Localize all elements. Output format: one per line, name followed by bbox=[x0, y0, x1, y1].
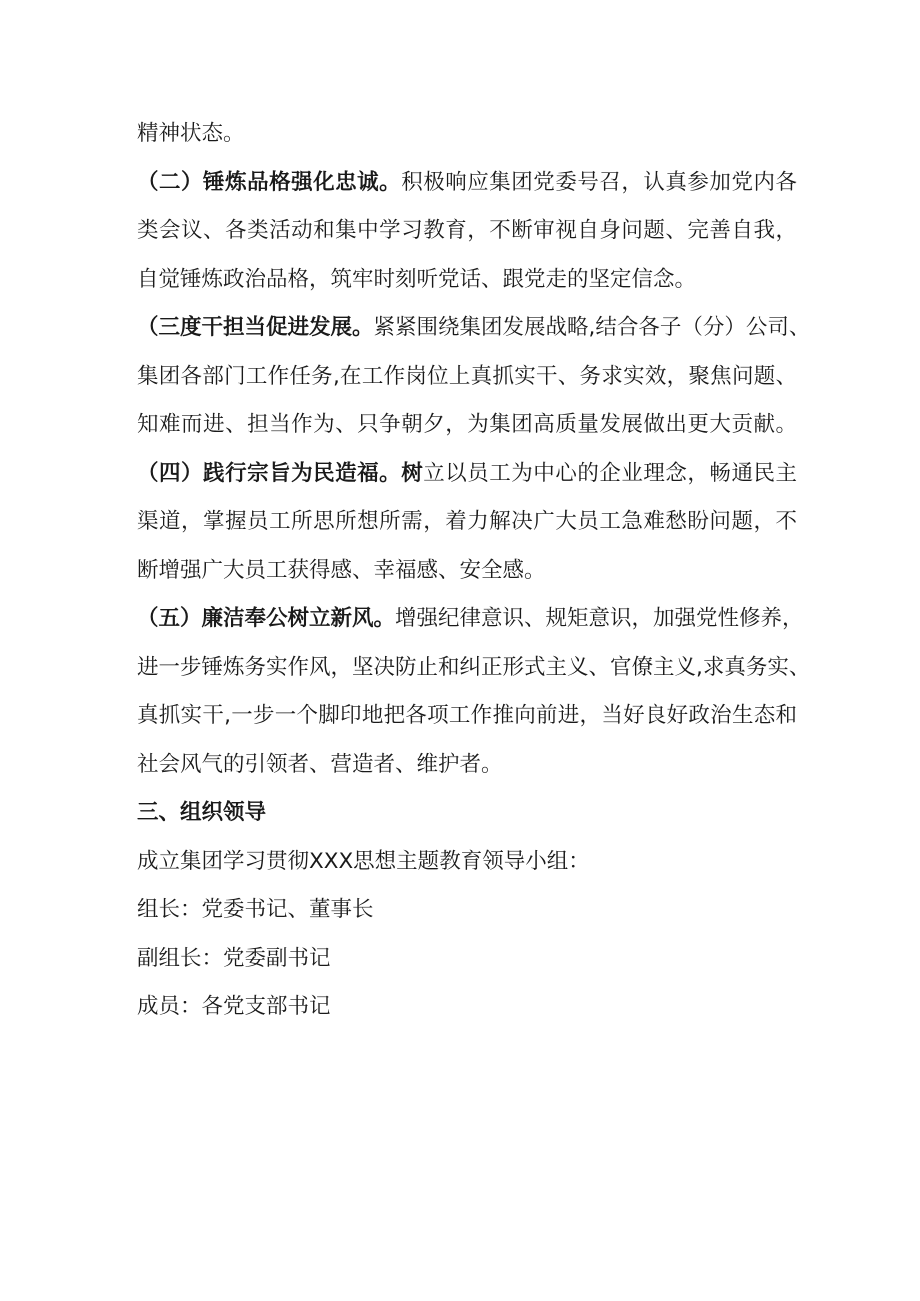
document-page bbox=[137, 110, 811, 1032]
paragraph-line bbox=[137, 304, 811, 353]
line-text: 进一步锤炼务实作风，坚决防止和纠正形式主义、官僚主义,求真务实、 bbox=[137, 654, 811, 680]
paragraph-line bbox=[137, 110, 797, 159]
line-text: 精神状态。 bbox=[137, 121, 245, 146]
section-title: 三、组织领导 bbox=[137, 800, 267, 825]
line-text: 集团各部门工作任务,在工作岗位上真抓实干、务求实效，聚焦问题、 bbox=[137, 363, 797, 389]
bold-heading-3: （三度干担当促进发展。 bbox=[137, 315, 374, 340]
paragraph-line bbox=[137, 547, 797, 596]
line-text: 立以员工为中心的企业理念，畅通民主 bbox=[423, 460, 797, 486]
paragraph-line bbox=[137, 741, 797, 790]
paragraph-line bbox=[137, 450, 797, 499]
line-text: 自觉锤炼政治品格，筑牢时刻听党话、跟党走的坚定信念。 bbox=[137, 266, 697, 292]
paragraph-line bbox=[137, 256, 797, 305]
paragraph-line bbox=[137, 159, 797, 208]
bold-heading-4: （四）践行宗旨为民造福。树 bbox=[137, 460, 424, 486]
bold-heading-5: （五）廉洁奉公树立新风。 bbox=[137, 606, 396, 631]
line-text: 社会风气的引领者、营造者、维护者。 bbox=[137, 751, 503, 777]
line-text: 成员：各党支部书记 bbox=[137, 994, 331, 1019]
line-text: 积极响应集团党委号召，认真参加党内各 bbox=[401, 169, 797, 195]
line-text: 真抓实干,一步一个脚印地把各项工作推向前进，当好良好政治生态和 bbox=[137, 703, 797, 728]
paragraph-line bbox=[137, 838, 797, 887]
line-text: 断增强广大员工获得感、幸福感、安全感。 bbox=[137, 557, 546, 583]
paragraph-line bbox=[137, 692, 797, 741]
line-text: 渠道，掌握员工所思所想所需，着力解决广大员工急难愁盼问题，不 bbox=[137, 509, 797, 534]
section-heading bbox=[137, 789, 797, 838]
bold-heading-2: （二）锤炼品格强化忠诚。 bbox=[137, 169, 402, 195]
line-text: 知难而进、担当作为、只争朝夕，为集团高质量发展做出更大贡献。 bbox=[137, 412, 797, 437]
line-text: 增强纪律意识、规矩意识，加强党性修养， bbox=[395, 606, 804, 631]
line-text: 紧紧围绕集团发展战略,结合各子（分）公司、 bbox=[373, 315, 811, 340]
paragraph-line bbox=[137, 595, 804, 644]
line-text: 类会议、各类活动和集中学习教育，不断审视自身问题、完善自我， bbox=[137, 218, 797, 243]
paragraph-line bbox=[137, 401, 797, 450]
paragraph-line bbox=[137, 983, 797, 1032]
line-text: 副组长：党委副书记 bbox=[137, 945, 331, 971]
paragraph-line bbox=[137, 353, 797, 402]
line-text: 成立集团学习贯彻XXX思想主题教育领导小组： bbox=[137, 848, 590, 874]
line-text: 组长：党委书记、董事长 bbox=[137, 897, 374, 922]
paragraph-line bbox=[137, 644, 811, 693]
paragraph-line bbox=[137, 498, 797, 547]
paragraph-line bbox=[137, 207, 797, 256]
paragraph-line bbox=[137, 935, 797, 984]
paragraph-line bbox=[137, 886, 797, 935]
